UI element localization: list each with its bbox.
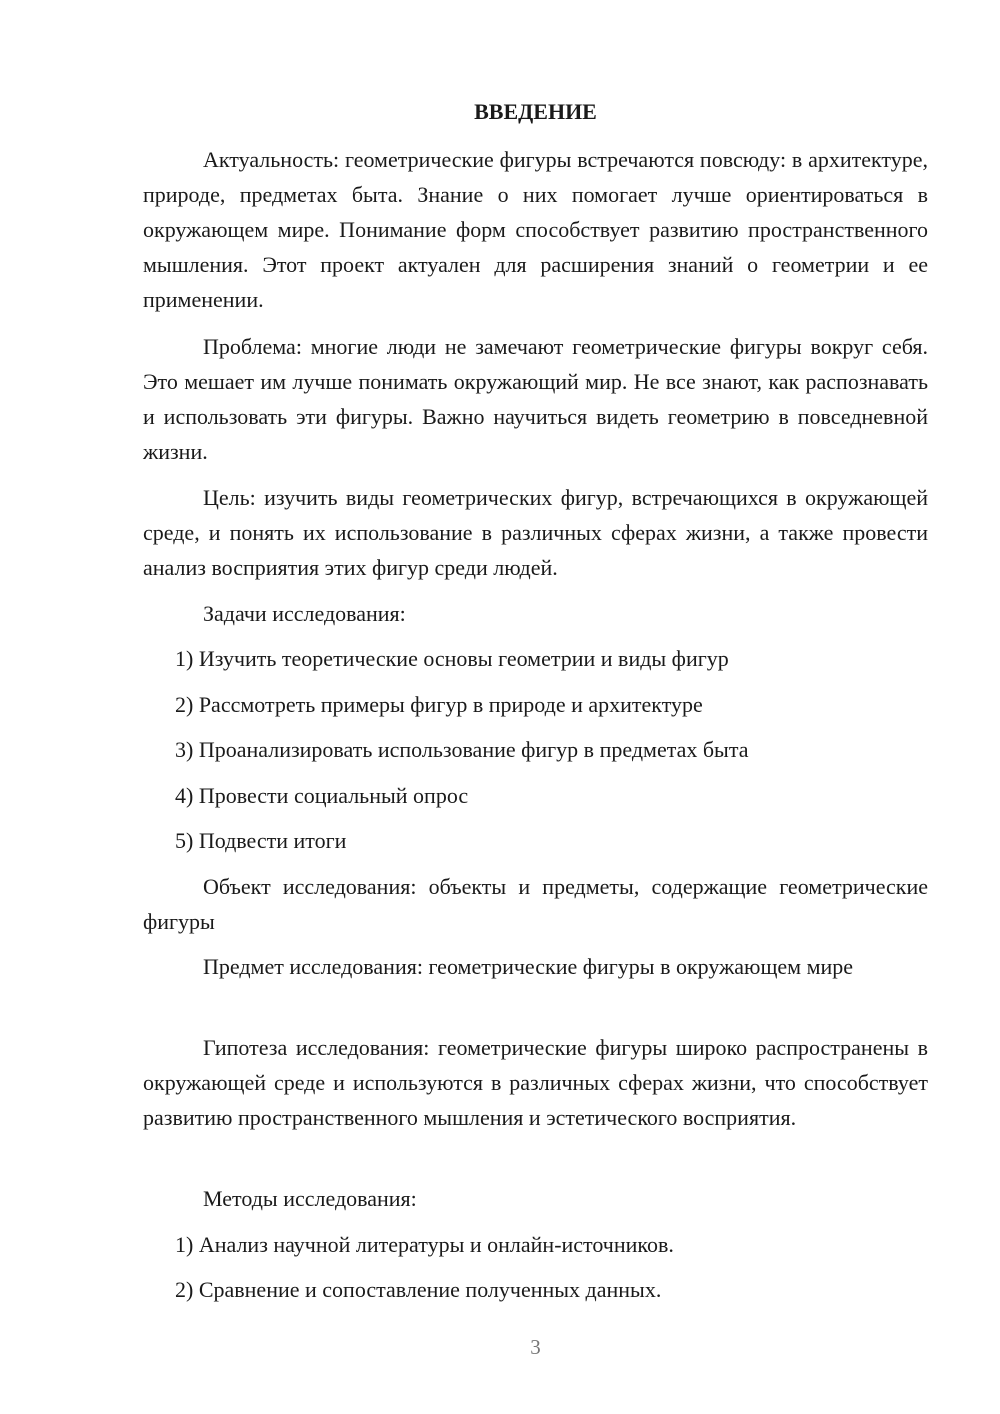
hypothesis-paragraph: Гипотеза исследования: геометрические фигуры широко распространены в окружающей среде и используются в различных сферах жизни, что способствует развитию пространственного мышления и эстетического восприятия.	[143, 1035, 928, 1130]
task-item: 3) Проанализировать использование фигур в предметах быта	[175, 737, 749, 762]
page-number: 3	[530, 1335, 541, 1359]
problem-paragraph: Проблема: многие люди не замечают геометрические фигуры вокруг себя. Это мешает им лучше понимать окружающий мир. Не все знают, как распознавать и использовать эти фигуры. Важно научиться видеть геометрию в повседневной жизни.	[143, 334, 928, 464]
document-page	[143, 0, 928, 1414]
subject-paragraph: Предмет исследования: геометрические фигуры в окружающем мире	[203, 954, 854, 979]
methods-heading: Методы исследования:	[203, 1186, 417, 1211]
page-title: ВВЕДЕНИЕ	[474, 99, 597, 124]
task-item: 4) Провести социальный опрос	[175, 783, 469, 808]
object-paragraph: Объект исследования: объекты и предметы, содержащие геометрические фигуры	[143, 874, 928, 934]
goal-paragraph: Цель: изучить виды геометрических фигур, встречающихся в окружающей среде, и понять их использование в различных сферах жизни, а также провести анализ восприятия этих фигур среди людей.	[143, 485, 928, 580]
relevance-paragraph: Актуальность: геометрические фигуры встречаются повсюду: в архитектуре, природе, предметах быта. Знание о них помогает лучше ориентироваться в окружающем мире. Понимание форм способствует развитию пространственного мышления. Этот проект актуален для расширения знаний о геометрии и ее применении.	[143, 147, 928, 312]
method-item: 1) Анализ научной литературы и онлайн-источников.	[175, 1232, 674, 1257]
method-item: 2) Сравнение и сопоставление полученных данных.	[175, 1277, 662, 1302]
task-item: 1) Изучить теоретические основы геометрии и виды фигур	[175, 646, 729, 671]
tasks-heading: Задачи исследования:	[203, 601, 406, 626]
task-item: 5) Подвести итоги	[175, 828, 347, 853]
task-item: 2) Рассмотреть примеры фигур в природе и архитектуре	[175, 692, 703, 717]
